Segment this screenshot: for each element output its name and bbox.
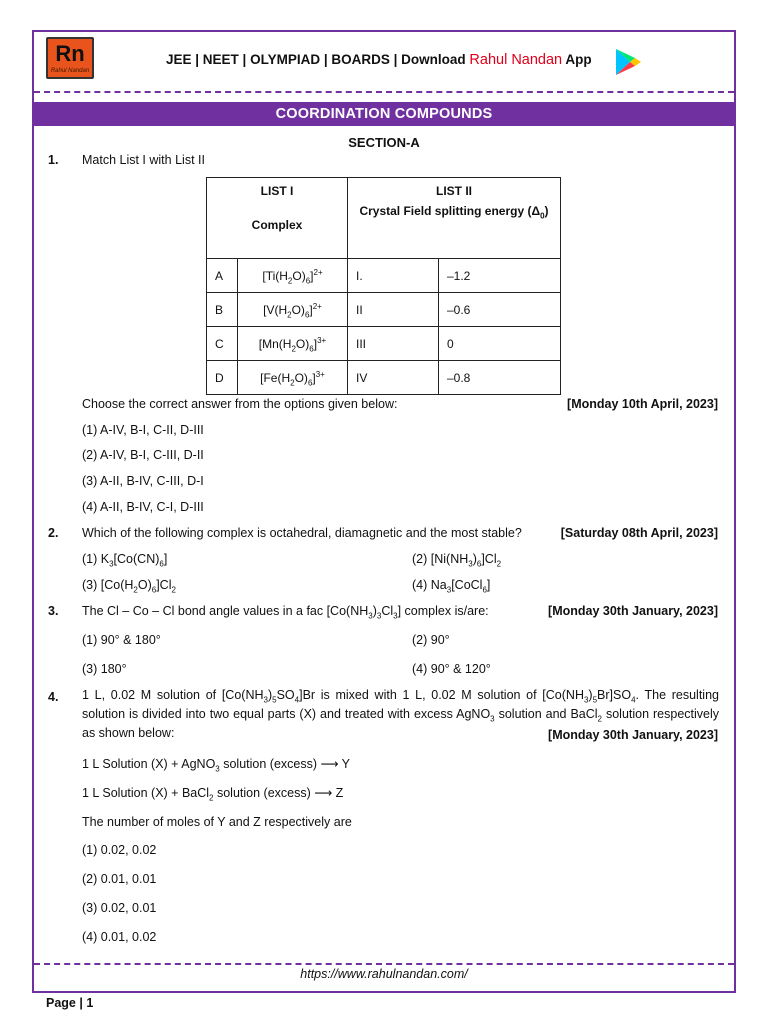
question-number: 1.: [48, 153, 59, 167]
option: (1) $K_3[Co(CN)_6]$: [82, 552, 168, 569]
question-number: 3.: [48, 604, 59, 618]
option: (4) 0.01, 0.02: [82, 930, 157, 944]
question-number: 2.: [48, 526, 59, 540]
option: (2) 90°: [412, 633, 450, 647]
option: (1) 90° & 180°: [82, 633, 161, 647]
chapter-title: COORDINATION COMPOUNDS: [34, 102, 734, 126]
value-cell: –1.2: [439, 259, 561, 293]
exam-date: [Monday 10th April, 2023]: [567, 397, 718, 411]
question-text: Match List I with List II: [82, 153, 205, 167]
roman-cell: IV: [348, 361, 439, 395]
complex-cell: $[V(H_2O)_6]^{2+}$: [238, 293, 348, 327]
option: (4) 90° & 120°: [412, 662, 491, 676]
option: (2) 0.01, 0.01: [82, 872, 157, 886]
page-number: Page | 1: [46, 996, 94, 1010]
row-key: B: [207, 293, 238, 327]
value-cell: –0.8: [439, 361, 561, 395]
question-prompt: The number of moles of Y and Z respectively are: [82, 815, 352, 829]
complex-cell: $[Ti(H_2O)_6]^{2+}$: [238, 259, 348, 293]
roman-cell: II: [348, 293, 439, 327]
exam-date: [Monday 30th January, 2023]: [548, 728, 718, 742]
table-row: [207, 293, 561, 327]
option: (3) $[Co(H_2O)_6]Cl_2$: [82, 578, 176, 595]
roman-cell: I.: [348, 259, 439, 293]
list2-header: [348, 178, 561, 259]
option: (1) A-IV, B-I, C-II, D-III: [82, 423, 204, 437]
logo-subtitle: Rahul Nandan: [50, 68, 90, 74]
row-key: A: [207, 259, 238, 293]
option: (3) A-II, B-IV, C-III, D-I: [82, 474, 204, 488]
complex-cell: $[Fe(H_2O)_6]^{3+}$: [238, 361, 348, 395]
header-divider: [34, 91, 734, 93]
logo-mark: Rn: [55, 41, 85, 66]
tagline-prefix: JEE | NEET | OLYMPIAD | BOARDS | Download: [166, 52, 470, 67]
list2-subtitle: Crystal Field splitting energy $(\Delta_0)$: [359, 204, 549, 221]
table-row: [207, 327, 561, 361]
table-row: [207, 361, 561, 395]
list1-header: [207, 178, 348, 259]
row-key: C: [207, 327, 238, 361]
play-store-icon[interactable]: [614, 47, 642, 77]
reaction-line: 1 L Solution (X) + BaCl$_2$ solution (excess) ⟶ Z: [82, 786, 344, 803]
option: (2) $[Ni(NH_3)_6]Cl_2$: [412, 552, 502, 569]
tagline-brand: Rahul Nandan: [469, 52, 563, 68]
list2-title: LIST II: [436, 184, 472, 198]
match-table: [206, 177, 561, 395]
list1-subtitle: Complex: [251, 218, 303, 232]
header-tagline: [166, 52, 592, 68]
row-key: D: [207, 361, 238, 395]
footer-divider: [34, 963, 734, 965]
option: (4) A-II, B-IV, C-I, D-III: [82, 500, 204, 514]
question-text: 1 L, 0.02 M solution of $[Co(NH_3)_5SO_4]Br$ is mixed with 1 L, 0.02 M solution of $[Co(NH_3)_5Br]SO_4$. The resulting solution is divided into two equal parts (X) and treated with excess AgNO$_3$ solution and BaCl$_2$ solution respectively as shown below:: [82, 688, 720, 740]
table-row: [207, 259, 561, 293]
option: (2) A-IV, B-I, C-III, D-II: [82, 448, 204, 462]
exam-date: [Saturday 08th April, 2023]: [560, 526, 718, 540]
list1-title: LIST I: [260, 184, 294, 198]
question-number: 4.: [48, 690, 59, 704]
section-heading: SECTION-A: [348, 135, 420, 150]
exam-date: [Monday 30th January, 2023]: [548, 604, 718, 618]
website-link[interactable]: https://www.rahulnandan.com/: [300, 967, 468, 981]
tagline-suffix: App: [562, 52, 592, 67]
value-cell: 0: [439, 327, 561, 361]
option: (1) 0.02, 0.02: [82, 843, 157, 857]
value-cell: –0.6: [439, 293, 561, 327]
option: (4) $Na_3[CoCl_6]$: [412, 578, 491, 595]
brand-logo: [46, 37, 94, 79]
question-text: Which of the following complex is octahedral, diamagnetic and the most stable?: [82, 526, 522, 540]
complex-cell: $[Mn(H_2O)_6]^{3+}$: [238, 327, 348, 361]
reaction-line: 1 L Solution (X) + AgNO$_3$ solution (excess) ⟶ Y: [82, 757, 350, 774]
roman-cell: III: [348, 327, 439, 361]
question-text: The Cl – Co – Cl bond angle values in a fac $[Co(NH_3)_3Cl_3]$ complex is/are:: [82, 604, 489, 621]
option: (3) 0.02, 0.01: [82, 901, 157, 915]
question-prompt: Choose the correct answer from the options given below:: [82, 397, 398, 411]
option: (3) 180°: [82, 662, 127, 676]
